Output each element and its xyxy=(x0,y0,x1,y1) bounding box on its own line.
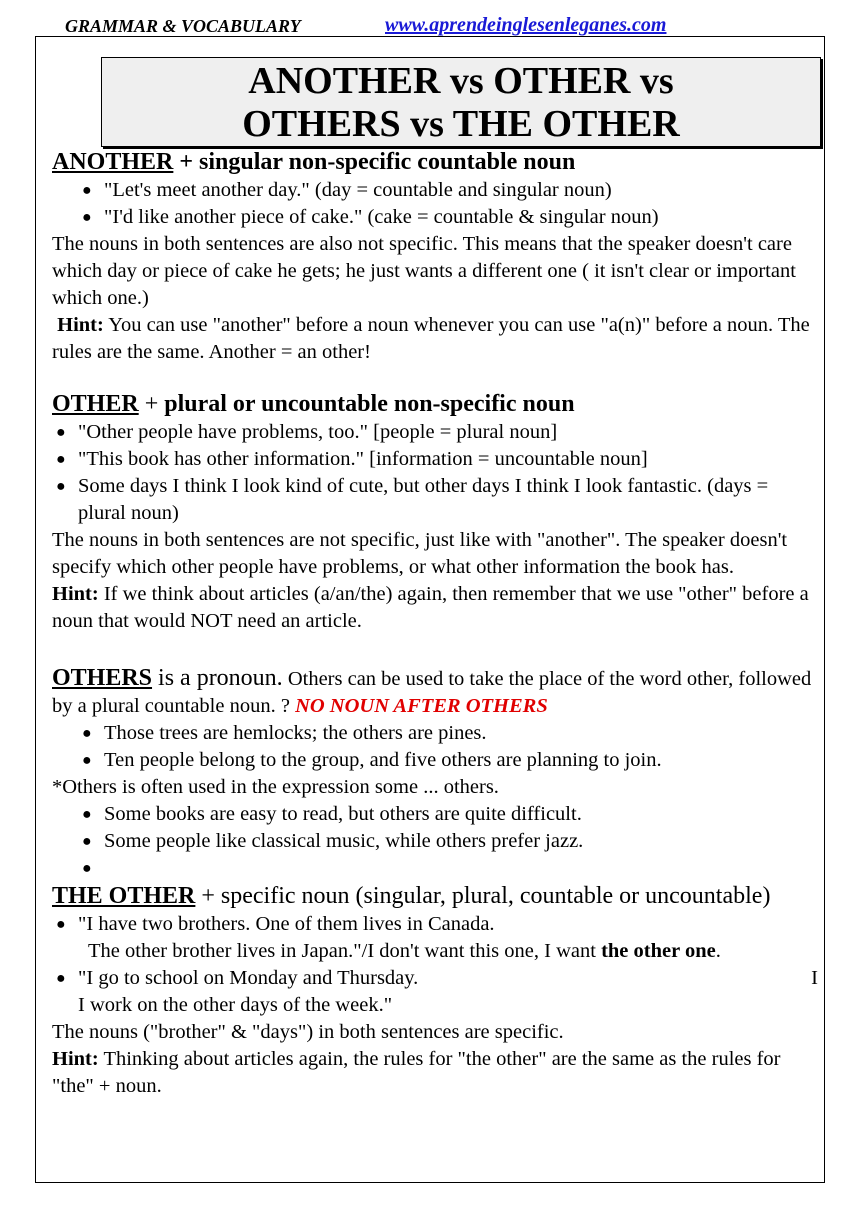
another-rule: + singular non-specific countable noun xyxy=(173,149,576,175)
title-line-1: ANOTHER vs OTHER vs xyxy=(248,60,674,102)
others-examples-2 xyxy=(52,801,818,882)
another-hint: Hint: You can use "another" before a noun whenever you can use "a(n)" before a noun. The rules are the same. Another = an other! xyxy=(52,314,810,363)
list-item: ● Some books are easy to read, but others are quite difficult. xyxy=(52,801,818,828)
bullet-icon: ● xyxy=(56,916,66,933)
list-item: ● Those trees are hemlocks; the others are pines. xyxy=(52,720,818,747)
another-term: ANOTHER xyxy=(52,149,174,175)
list-item: ● "This book has other information." [information = uncountable noun] xyxy=(52,446,818,473)
bullet-icon: ● xyxy=(56,478,66,495)
other-hint: Hint: If we think about articles (a/an/the) again, then remember that we use "other" before a noun that would NOT need an article. xyxy=(52,583,809,632)
bullet-icon: ● xyxy=(82,725,92,742)
list-item xyxy=(52,855,818,882)
title-line-2: OTHERS vs THE OTHER xyxy=(242,103,680,145)
bullet-icon: ● xyxy=(82,806,92,823)
list-item: ● Ten people belong to the group, and five others are planning to join. xyxy=(52,747,818,774)
list-item: ● Some days I think I look kind of cute, but other days I think I look fantastic. (days = plural noun) xyxy=(56,475,769,524)
the-other-hint: Hint: Thinking about articles again, the rules for "the other" are the same as the rules for "the" + noun. xyxy=(52,1048,781,1097)
list-item: ● "I go to school on Monday and Thursday. I I work on the other days of the week." xyxy=(56,967,818,1016)
list-item: ● "I'd like another piece of cake." (cake = countable & singular noun) xyxy=(52,204,818,231)
the-other-rule: + specific noun (singular, plural, countable or uncountable) xyxy=(195,883,771,909)
another-heading xyxy=(52,147,818,177)
others-warning: NO NOUN AFTER OTHERS xyxy=(295,695,548,717)
another-examples xyxy=(52,177,818,231)
the-other-heading xyxy=(52,882,818,911)
content xyxy=(52,147,818,1100)
bullet-icon: ● xyxy=(82,833,92,850)
others-term: OTHERS xyxy=(52,665,153,691)
others-intro: OTHERS is a pronoun. Others can be used to take the place of the word other, followed by a plural countable noun. ? NO NOUN AFTER OTHERS xyxy=(52,665,812,717)
list-item: ● "Other people have problems, too." [people = plural noun] xyxy=(52,419,818,446)
list-item: ● "I have two brothers. One of them lives in Canada. The other brother lives in Japan."/I don't want this one, I want the other one. xyxy=(56,913,721,962)
bullet-icon: ● xyxy=(56,451,66,468)
other-term: OTHER xyxy=(52,391,139,417)
the-other-explanation: The nouns ("brother" & "days") in both sentences are specific. xyxy=(52,1021,564,1043)
bullet-icon: ● xyxy=(56,424,66,441)
list-item: ● "Let's meet another day." (day = countable and singular noun) xyxy=(52,177,818,204)
bullet-icon: ● xyxy=(82,752,92,769)
page-header xyxy=(35,14,825,37)
bullet-icon: ● xyxy=(82,182,92,199)
the-other-examples xyxy=(52,911,818,1019)
others-note: *Others is often used in the expression some ... others. xyxy=(52,776,499,798)
other-examples xyxy=(52,419,818,527)
header-website-link[interactable]: www.aprendeinglesenleganes.com xyxy=(385,14,667,36)
others-examples xyxy=(52,720,818,774)
other-explanation: The nouns in both sentences are not specific, just like with "another". The speaker doesn't specify which other people have problems, or what other information the book has. xyxy=(52,529,788,578)
title-box xyxy=(101,57,821,147)
list-item: ● Some people like classical music, while others prefer jazz. xyxy=(52,828,818,855)
header-subject: GRAMMAR & VOCABULARY xyxy=(65,16,301,36)
another-explanation: The nouns in both sentences are also not specific. This means that the speaker doesn't care which day or piece of cake he gets; he just wants a different one ( it isn't clear or important which one.) xyxy=(52,233,796,309)
bullet-icon: ● xyxy=(82,860,92,877)
other-heading: OTHER + plural or uncountable non-specific noun xyxy=(52,391,575,417)
the-other-term: THE OTHER xyxy=(52,883,196,909)
bullet-icon: ● xyxy=(82,209,92,226)
other-rule: plural or uncountable non-specific noun xyxy=(164,391,575,417)
bullet-icon: ● xyxy=(56,970,66,987)
